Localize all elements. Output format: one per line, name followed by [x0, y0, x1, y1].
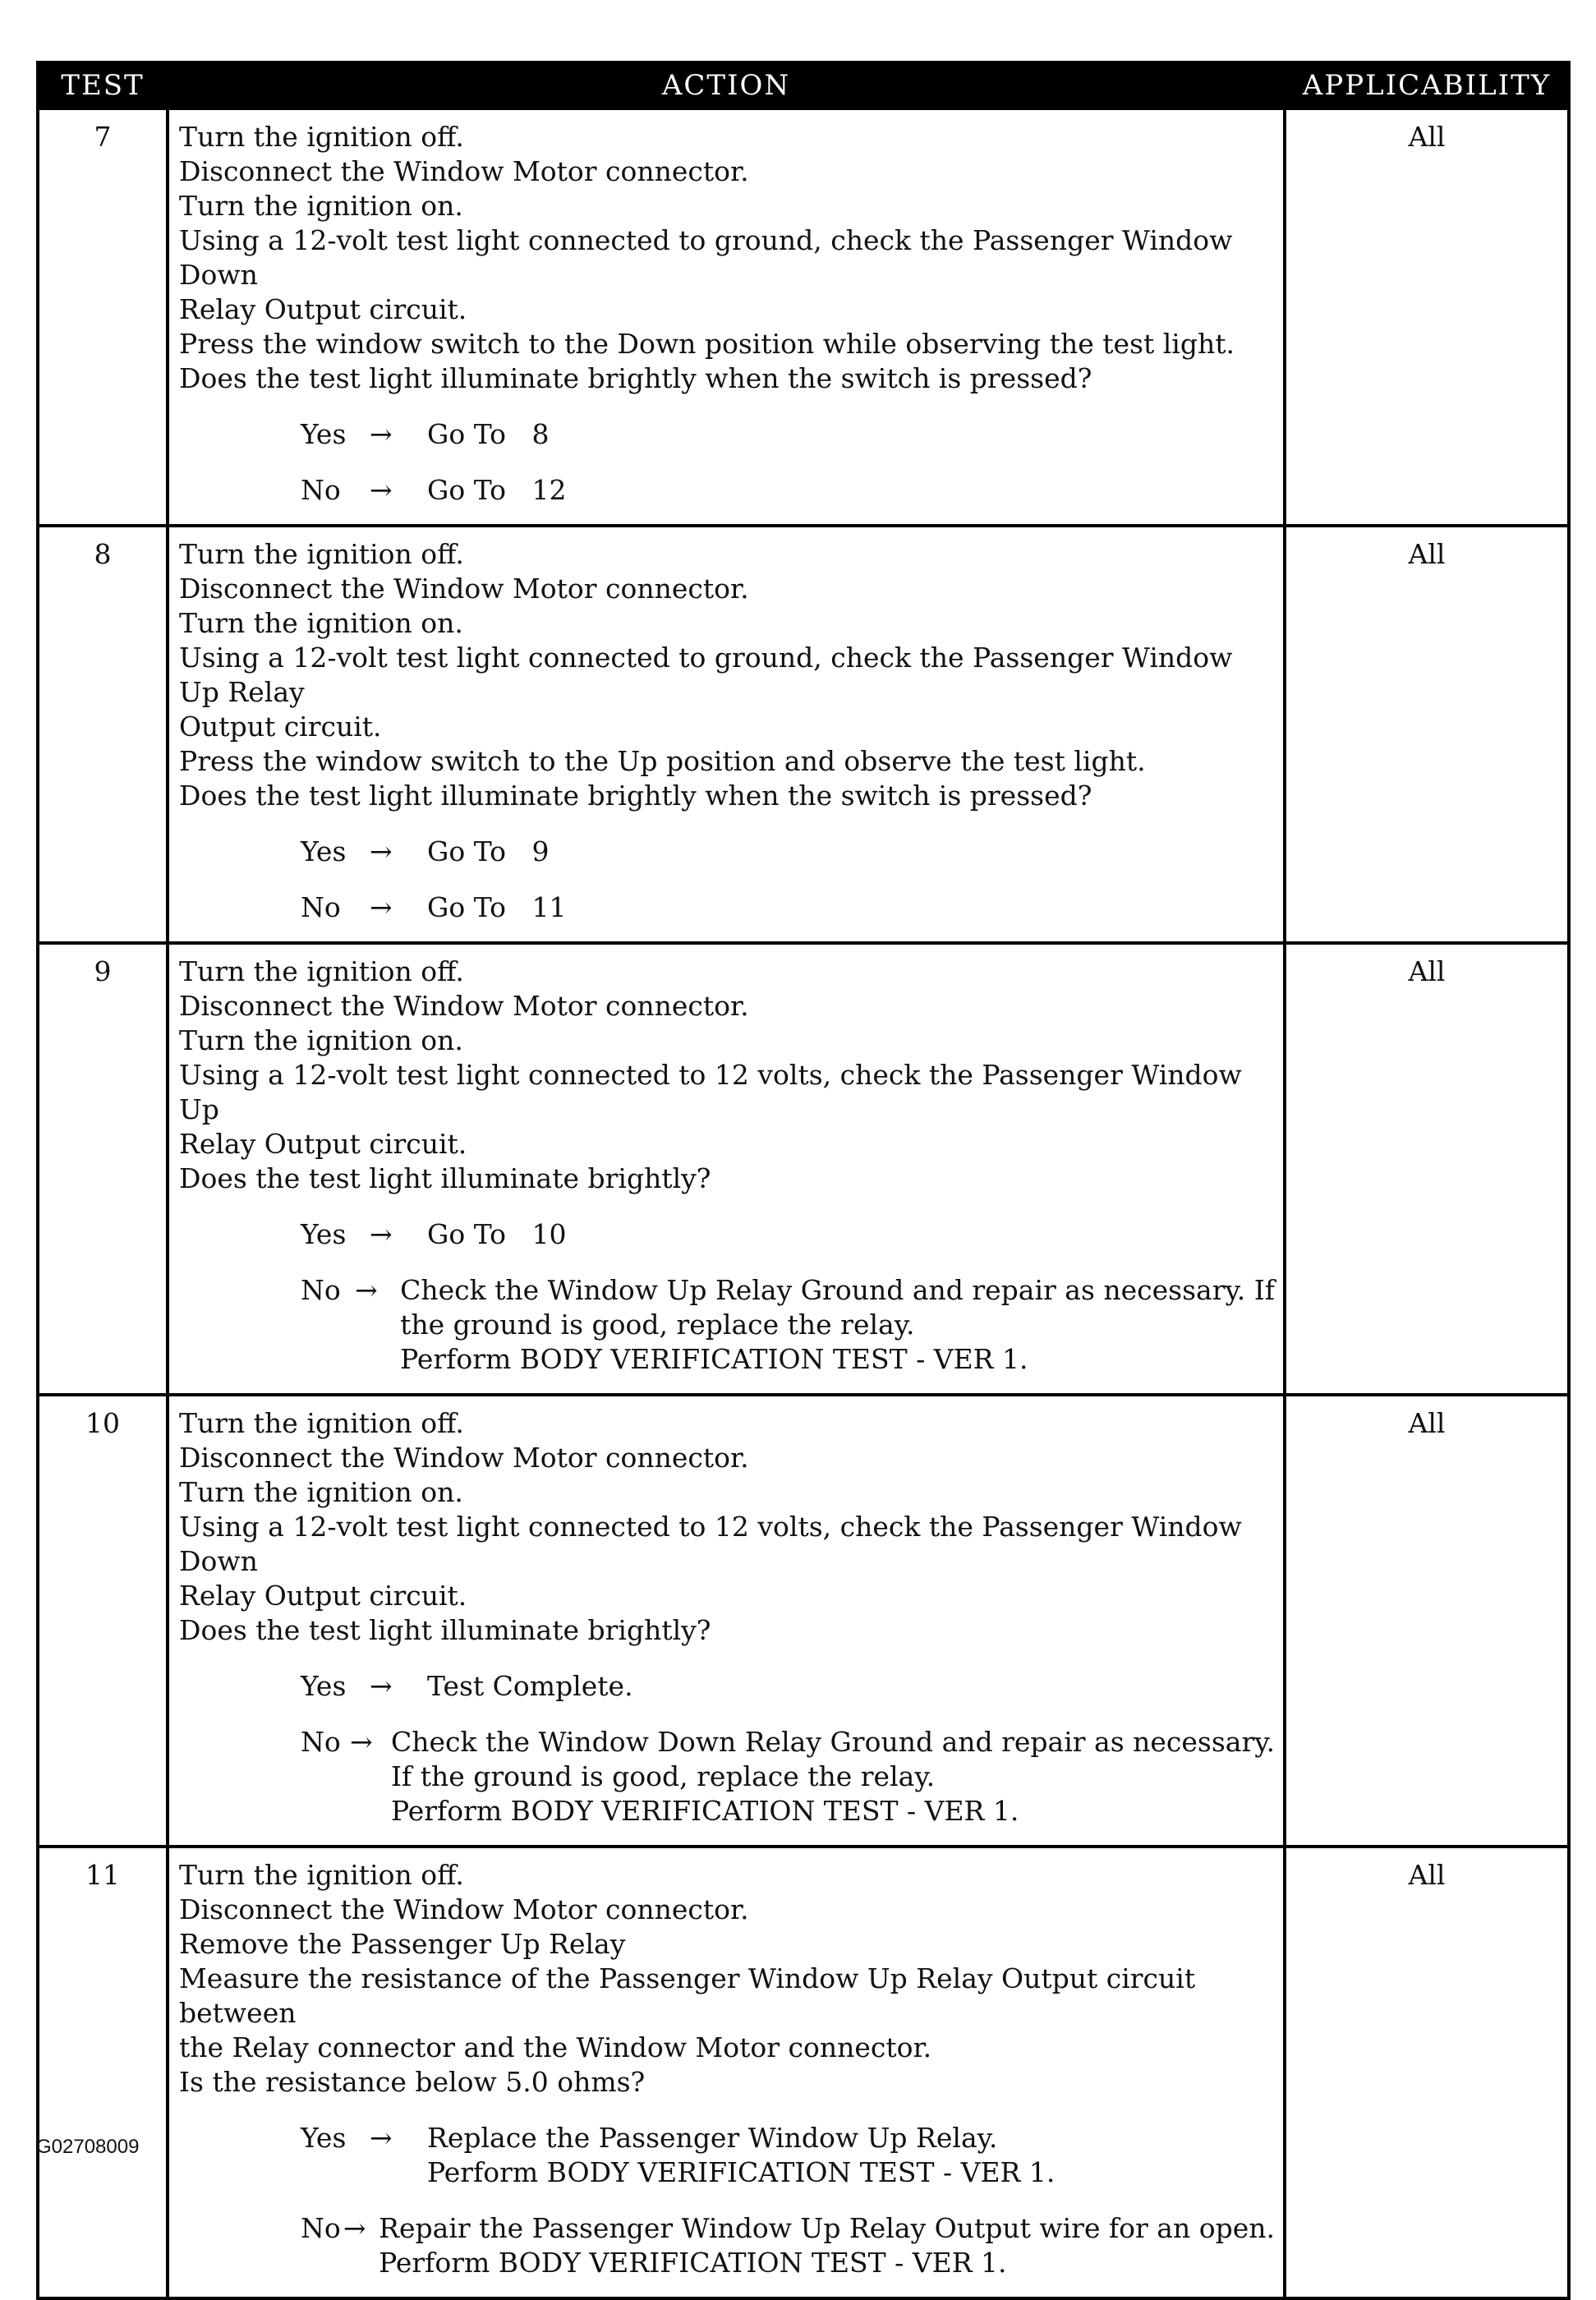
- action-cell: [168, 1847, 1285, 2298]
- test-number: 7: [38, 108, 168, 526]
- action-step: Turn the ignition off.: [179, 538, 464, 570]
- action-step: Disconnect the Window Motor connector.: [179, 1893, 749, 1925]
- applicability-value: All: [1285, 526, 1569, 943]
- option-answer: No: [301, 474, 341, 506]
- action-step: Does the test light illuminate brightly?: [179, 1614, 711, 1646]
- action-step: Press the window switch to the Down position while observing the test light.: [179, 328, 1235, 360]
- option-result-line: Perform BODY VERIFICATION TEST - VER 1.: [400, 1343, 1028, 1375]
- option-result-line: Go To 9: [427, 835, 550, 867]
- action-step: Turn the ignition off.: [179, 1407, 464, 1439]
- action-step: Is the resistance below 5.0 ohms?: [179, 2066, 646, 2098]
- applicability-value: All: [1285, 108, 1569, 526]
- option-answer: Yes: [301, 835, 347, 867]
- action-step: Disconnect the Window Motor connector.: [179, 573, 749, 605]
- right-arrow-icon: →: [355, 1274, 378, 1306]
- option-result: [427, 890, 1275, 925]
- option-result-line: Check the Window Down Relay Ground and repair as necessary.: [390, 1726, 1275, 1758]
- option-result: [427, 2121, 1275, 2190]
- action-cell: [168, 108, 1285, 526]
- option-answer: Yes: [301, 1670, 347, 1702]
- decision-option: [301, 1273, 1275, 1377]
- option-result-line: Replace the Passenger Window Up Relay.: [427, 2122, 998, 2154]
- decision-option: [301, 2121, 1275, 2190]
- option-result: [400, 1273, 1275, 1377]
- option-answer: Yes: [301, 1218, 347, 1250]
- action-steps: [179, 120, 1275, 396]
- test-number: 9: [38, 943, 168, 1395]
- action-step: Disconnect the Window Motor connector.: [179, 990, 749, 1022]
- option-result-line: Go To 11: [427, 891, 567, 923]
- decision-option: [301, 1217, 1275, 1252]
- action-step: Disconnect the Window Motor connector.: [179, 155, 749, 187]
- option-answer: No: [301, 1726, 341, 1758]
- decision-option: [301, 2211, 1275, 2280]
- table-row: [38, 1847, 1569, 2298]
- header-action: ACTION: [168, 62, 1285, 108]
- right-arrow-icon: →: [370, 474, 393, 506]
- header-test: TEST: [38, 62, 168, 108]
- decision-option: [301, 1669, 1275, 1704]
- action-step: Turn the ignition off.: [179, 121, 464, 153]
- table-row: [38, 943, 1569, 1395]
- right-arrow-icon: →: [370, 2122, 393, 2154]
- action-step: Turn the ignition off.: [179, 955, 464, 987]
- diagnostic-test-table: [36, 61, 1571, 2300]
- action-step: Using a 12-volt test light connected to 12 volts, check the Passenger Window Down: [179, 1511, 1242, 1577]
- action-step: Does the test light illuminate brightly when the switch is pressed?: [179, 362, 1092, 394]
- action-step: Disconnect the Window Motor connector.: [179, 1442, 749, 1474]
- action-steps: [179, 954, 1275, 1196]
- applicability-value: All: [1285, 1395, 1569, 1847]
- option-result-line: Go To 12: [427, 474, 567, 506]
- right-arrow-icon: →: [370, 418, 393, 450]
- action-step: Relay Output circuit.: [179, 293, 467, 325]
- applicability-value: All: [1285, 943, 1569, 1395]
- option-result-line: Go To 8: [427, 418, 550, 450]
- right-arrow-icon: →: [370, 1218, 393, 1250]
- option-result: [427, 835, 1275, 869]
- option-answer: Yes: [301, 2122, 347, 2154]
- applicability-value: All: [1285, 1847, 1569, 2298]
- table-row: [38, 108, 1569, 526]
- option-result-line: Perform BODY VERIFICATION TEST - VER 1.: [427, 2156, 1056, 2188]
- action-step: Relay Output circuit.: [179, 1128, 467, 1160]
- action-step: Using a 12-volt test light connected to ground, check the Passenger Window Down: [179, 224, 1233, 291]
- action-steps: [179, 1406, 1275, 1648]
- action-step: Relay Output circuit.: [179, 1580, 467, 1612]
- header-applicability: APPLICABILITY: [1285, 62, 1569, 108]
- right-arrow-icon: →: [370, 891, 393, 923]
- action-cell: [168, 526, 1285, 943]
- action-step: Does the test light illuminate brightly when the switch is pressed?: [179, 780, 1092, 812]
- decision-option: [301, 473, 1275, 508]
- option-result: [427, 417, 1275, 452]
- option-answer: No: [301, 891, 341, 923]
- action-step: Remove the Passenger Up Relay: [179, 1928, 626, 1960]
- action-step: Turn the ignition off.: [179, 1859, 464, 1891]
- option-result: [391, 1725, 1275, 1828]
- decision-option: [301, 890, 1275, 925]
- option-result-line: Repair the Passenger Window Up Relay Output wire for an open.: [379, 2212, 1275, 2244]
- action-cell: [168, 1395, 1285, 1847]
- test-number: 8: [38, 526, 168, 943]
- option-result: [427, 1217, 1275, 1252]
- option-answer: No: [301, 1274, 341, 1306]
- table-header-row: [38, 62, 1569, 108]
- right-arrow-icon: →: [349, 1726, 373, 1758]
- option-answer: Yes: [301, 418, 347, 450]
- option-result-line: Check the Window Up Relay Ground and repair as necessary. If: [400, 1274, 1275, 1306]
- decision-option: [301, 417, 1275, 452]
- figure-id: G02708009: [36, 2136, 140, 2158]
- decision-option: [301, 835, 1275, 869]
- action-step: Using a 12-volt test light connected to 12 volts, check the Passenger Window Up: [179, 1059, 1242, 1125]
- action-steps: [179, 1858, 1275, 2100]
- action-step: Output circuit.: [179, 711, 382, 743]
- action-step: Turn the ignition on.: [179, 607, 463, 639]
- option-result: [379, 2211, 1275, 2280]
- action-step: Turn the ignition on.: [179, 1476, 463, 1508]
- action-cell: [168, 943, 1285, 1395]
- right-arrow-icon: →: [343, 2212, 366, 2244]
- action-steps: [179, 537, 1275, 813]
- option-answer: No: [301, 2212, 341, 2244]
- test-number: 10: [38, 1395, 168, 1847]
- right-arrow-icon: →: [370, 1670, 393, 1702]
- action-step: Using a 12-volt test light connected to ground, check the Passenger Window Up Relay: [179, 642, 1233, 708]
- option-result: [427, 1669, 1275, 1704]
- option-result-line: If the ground is good, replace the relay.: [390, 1760, 936, 1792]
- test-number: 11: [38, 1847, 168, 2298]
- action-step: Turn the ignition on.: [179, 1024, 463, 1056]
- option-result: [427, 473, 1275, 508]
- action-step: Does the test light illuminate brightly?: [179, 1162, 711, 1194]
- right-arrow-icon: →: [370, 835, 393, 867]
- option-result-line: Go To 10: [427, 1218, 567, 1250]
- action-step: Turn the ignition on.: [179, 190, 463, 222]
- table-row: [38, 1395, 1569, 1847]
- option-result-line: Test Complete.: [427, 1670, 633, 1702]
- option-result-line: Perform BODY VERIFICATION TEST - VER 1.: [390, 1795, 1019, 1827]
- option-result-line: the ground is good, replace the relay.: [400, 1309, 915, 1341]
- table-body: [38, 108, 1569, 2298]
- option-result-line: Perform BODY VERIFICATION TEST - VER 1.: [379, 2247, 1007, 2279]
- table-row: [38, 526, 1569, 943]
- action-step: the Relay connector and the Window Motor connector.: [179, 2031, 932, 2063]
- decision-option: [301, 1725, 1275, 1828]
- action-step: Measure the resistance of the Passenger Window Up Relay Output circuit between: [179, 1962, 1196, 2029]
- action-step: Press the window switch to the Up position and observe the test light.: [179, 745, 1146, 777]
